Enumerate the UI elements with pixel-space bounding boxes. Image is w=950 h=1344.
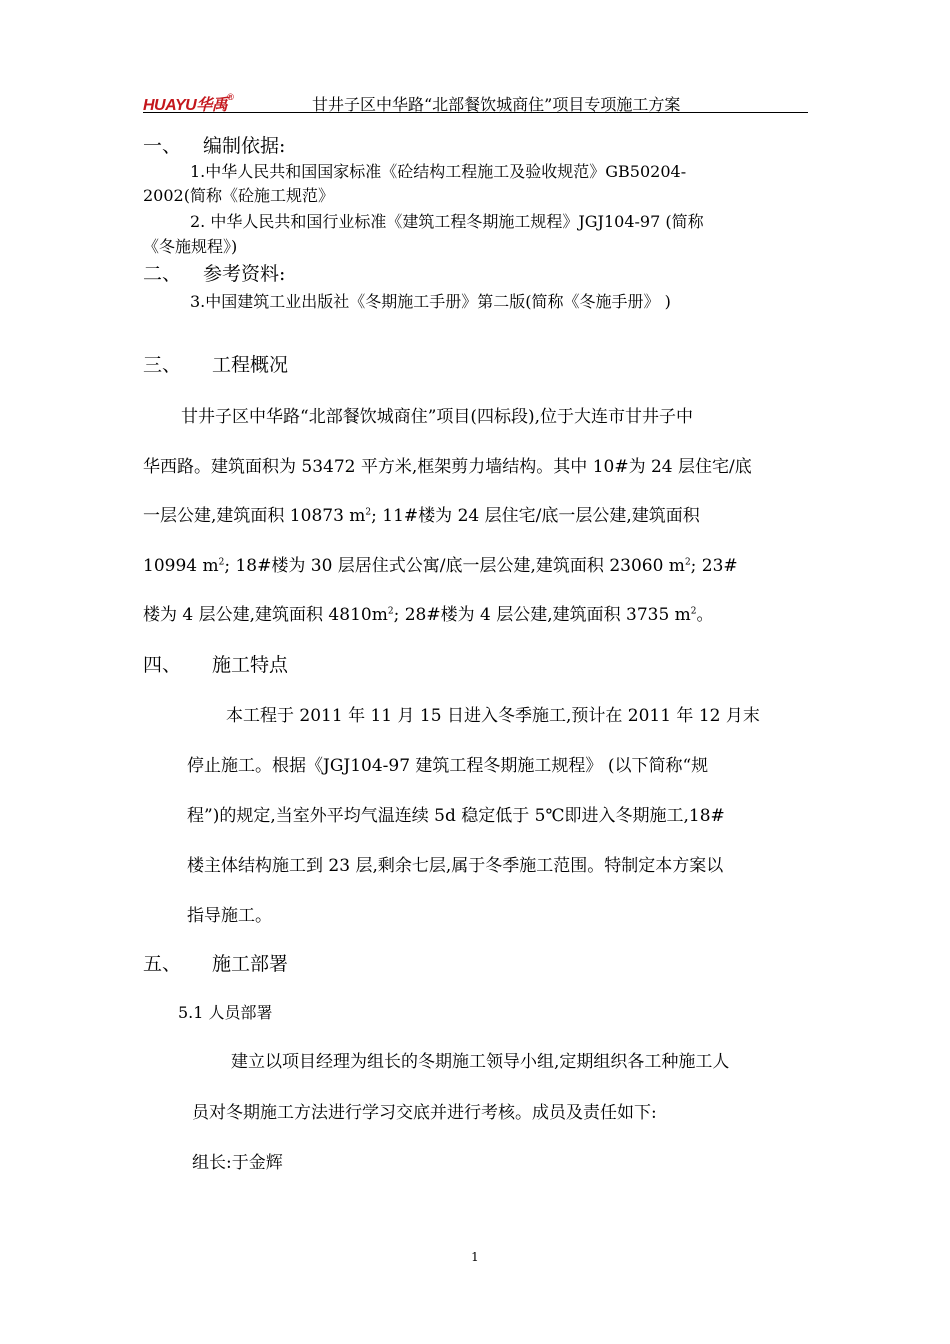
subsection-5-1-title: 5.1 人员部署	[178, 1003, 273, 1022]
section-5-title: 施工部署	[212, 953, 289, 975]
section-3-number: 三、	[143, 354, 182, 376]
overview-line-5: 楼为 4 层公建,建筑面积 $4810m^2$; 28#楼为 4 层公建,建筑面积 3735 $m^2$。	[143, 605, 714, 625]
reference-item-1: 3.中国建筑工业出版社《冬期施工手册》第二版(简称《冬施手册》 )	[190, 292, 671, 311]
overview-line-2: 华西路。建筑面积为 53472 平方米,框架剪力墙结构。其中 10#为 24 层住宅/底	[143, 457, 752, 477]
section-2-title: 参考资料:	[203, 263, 286, 285]
section-2-number: 二、	[143, 263, 182, 285]
section-1-title: 编制依据:	[203, 135, 286, 157]
features-line-1: 本工程于 2011 年 11 月 15 日进入冬季施工,预计在 2011 年 12 月末	[226, 706, 760, 726]
deployment-line-3: 组长:于金辉	[192, 1153, 283, 1173]
deployment-line-1: 建立以项目经理为组长的冬期施工领导小组,定期组织各工种施工人	[231, 1052, 730, 1072]
features-line-5: 指导施工。	[187, 906, 272, 926]
section-4-number: 四、	[143, 654, 182, 676]
section-3-title: 工程概况	[212, 354, 289, 376]
section-4-title: 施工特点	[212, 654, 289, 676]
basis-item-1-line-1: 1.中华人民共和国国家标准《砼结构工程施工及验收规范》GB50204-	[190, 162, 687, 181]
header-title: 甘井子区中华路“北部餐饮城商住”项目专项施工方案	[312, 95, 681, 114]
basis-item-1-line-2: 2002(简称《砼施工规范》	[143, 186, 334, 205]
section-1-number: 一、	[143, 135, 182, 157]
basis-item-2-line-1: 2. 中华人民共和国行业标准《建筑工程冬期施工规程》JGJ104-97 (简称	[190, 212, 704, 231]
features-line-3: 程”)的规定,当室外平均气温连续 5d 稳定低于 5℃即进入冬期施工,18#	[187, 806, 725, 826]
overview-line-4: 10994 $m^2$; 18#楼为 30 层居住式公寓/底一层公建,建筑面积 23060 $m^2$; 23#	[143, 556, 738, 576]
deployment-line-2: 员对冬期施工方法进行学习交底并进行考核。成员及责任如下:	[192, 1103, 657, 1123]
company-logo: HUAYU华禹®	[143, 92, 234, 114]
overview-line-3: 一层公建,建筑面积 10873 $m^2$; 11#楼为 24 层住宅/底一层公建,建筑面积	[143, 506, 700, 526]
overview-line-1: 甘井子区中华路“北部餐饮城商住”项目(四标段),位于大连市甘井子中	[181, 407, 694, 427]
features-line-4: 楼主体结构施工到 23 层,剩余七层,属于冬季施工范围。特制定本方案以	[187, 856, 724, 876]
features-line-2: 停止施工。根据《JGJ104-97 建筑工程冬期施工规程》 (以下简称“规	[187, 756, 709, 776]
basis-item-2-line-2: 《冬施规程》)	[143, 237, 238, 256]
section-5-number: 五、	[143, 953, 182, 975]
page-number: 1	[471, 1250, 479, 1264]
header-rule	[143, 112, 808, 113]
